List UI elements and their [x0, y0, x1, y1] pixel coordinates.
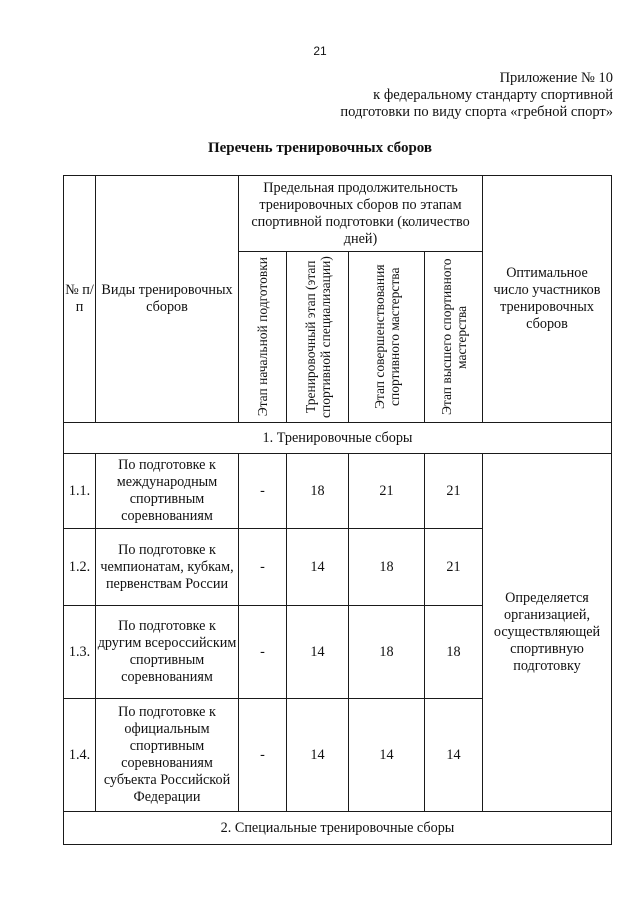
row-value-stage-4: 21 [425, 454, 483, 529]
section-2-title: 2. Специальные тренировочные сборы [64, 812, 612, 845]
header-stage-1: Этап начальной подготовки [255, 257, 270, 417]
row-value-stage-4: 14 [425, 699, 483, 812]
row-kind: По подготовке к чемпионатам, кубкам, первенствам России [96, 529, 239, 606]
row-value-stage-3: 18 [349, 606, 425, 699]
appendix-header [340, 70, 613, 121]
header-row-1 [64, 176, 612, 252]
header-stage-2: Тренировочный этап (этап спортивной специализации) [302, 256, 333, 418]
participants-note: Определяется организацией, осуществляющей спортивную подготовку [483, 454, 612, 812]
row-kind: По подготовке к другим всероссийским спортивным соревнованиям [96, 606, 239, 699]
document-title: Перечень тренировочных сборов [207, 140, 433, 156]
row-value-stage-3: 14 [349, 699, 425, 812]
header-stage-2-cell [287, 252, 349, 423]
header-stage-3-cell [349, 252, 425, 423]
table-row [64, 454, 612, 529]
header-number: № п/п [64, 176, 96, 423]
header-stage-4-cell [425, 252, 483, 423]
header-participants: Оптимальное число участников тренировочных сборов [483, 176, 612, 423]
row-kind: По подготовке к международным спортивным соревнованиям [96, 454, 239, 529]
row-number: 1.2. [64, 529, 96, 606]
header-stage-4: Этап высшего спортивного мастерства [438, 258, 469, 416]
row-kind: По подготовке к официальным спортивным соревнованиям субъекта Российской Федерации [96, 699, 239, 812]
header-duration-group: Предельная продолжительность тренировочных сборов по этапам спортивной подготовки (количество дней) [239, 176, 483, 252]
row-value-stage-1: - [239, 529, 287, 606]
section-1-title: 1. Тренировочные сборы [64, 423, 612, 454]
section-row-2 [64, 812, 612, 845]
row-value-stage-2: 18 [287, 454, 349, 529]
header-stage-1-cell [239, 252, 287, 423]
appendix-line-2: к федеральному стандарту спортивной [373, 87, 613, 103]
header-stage-3: Этап совершенствования спортивного мастерства [371, 264, 402, 410]
row-value-stage-2: 14 [287, 529, 349, 606]
row-value-stage-2: 14 [287, 606, 349, 699]
row-value-stage-4: 18 [425, 606, 483, 699]
row-value-stage-3: 21 [349, 454, 425, 529]
appendix-line-3: подготовки по виду спорта «гребной спорт» [340, 104, 613, 120]
row-number: 1.4. [64, 699, 96, 812]
row-value-stage-2: 14 [287, 699, 349, 812]
row-value-stage-1: - [239, 454, 287, 529]
section-row-1 [64, 423, 612, 454]
row-value-stage-4: 21 [425, 529, 483, 606]
header-kind: Виды тренировочных сборов [96, 176, 239, 423]
row-value-stage-1: - [239, 606, 287, 699]
page-number: 21 [313, 44, 327, 58]
row-value-stage-3: 18 [349, 529, 425, 606]
row-number: 1.1. [64, 454, 96, 529]
training-camps-table [63, 175, 612, 845]
row-value-stage-1: - [239, 699, 287, 812]
row-number: 1.3. [64, 606, 96, 699]
appendix-line-1: Приложение № 10 [499, 70, 613, 86]
